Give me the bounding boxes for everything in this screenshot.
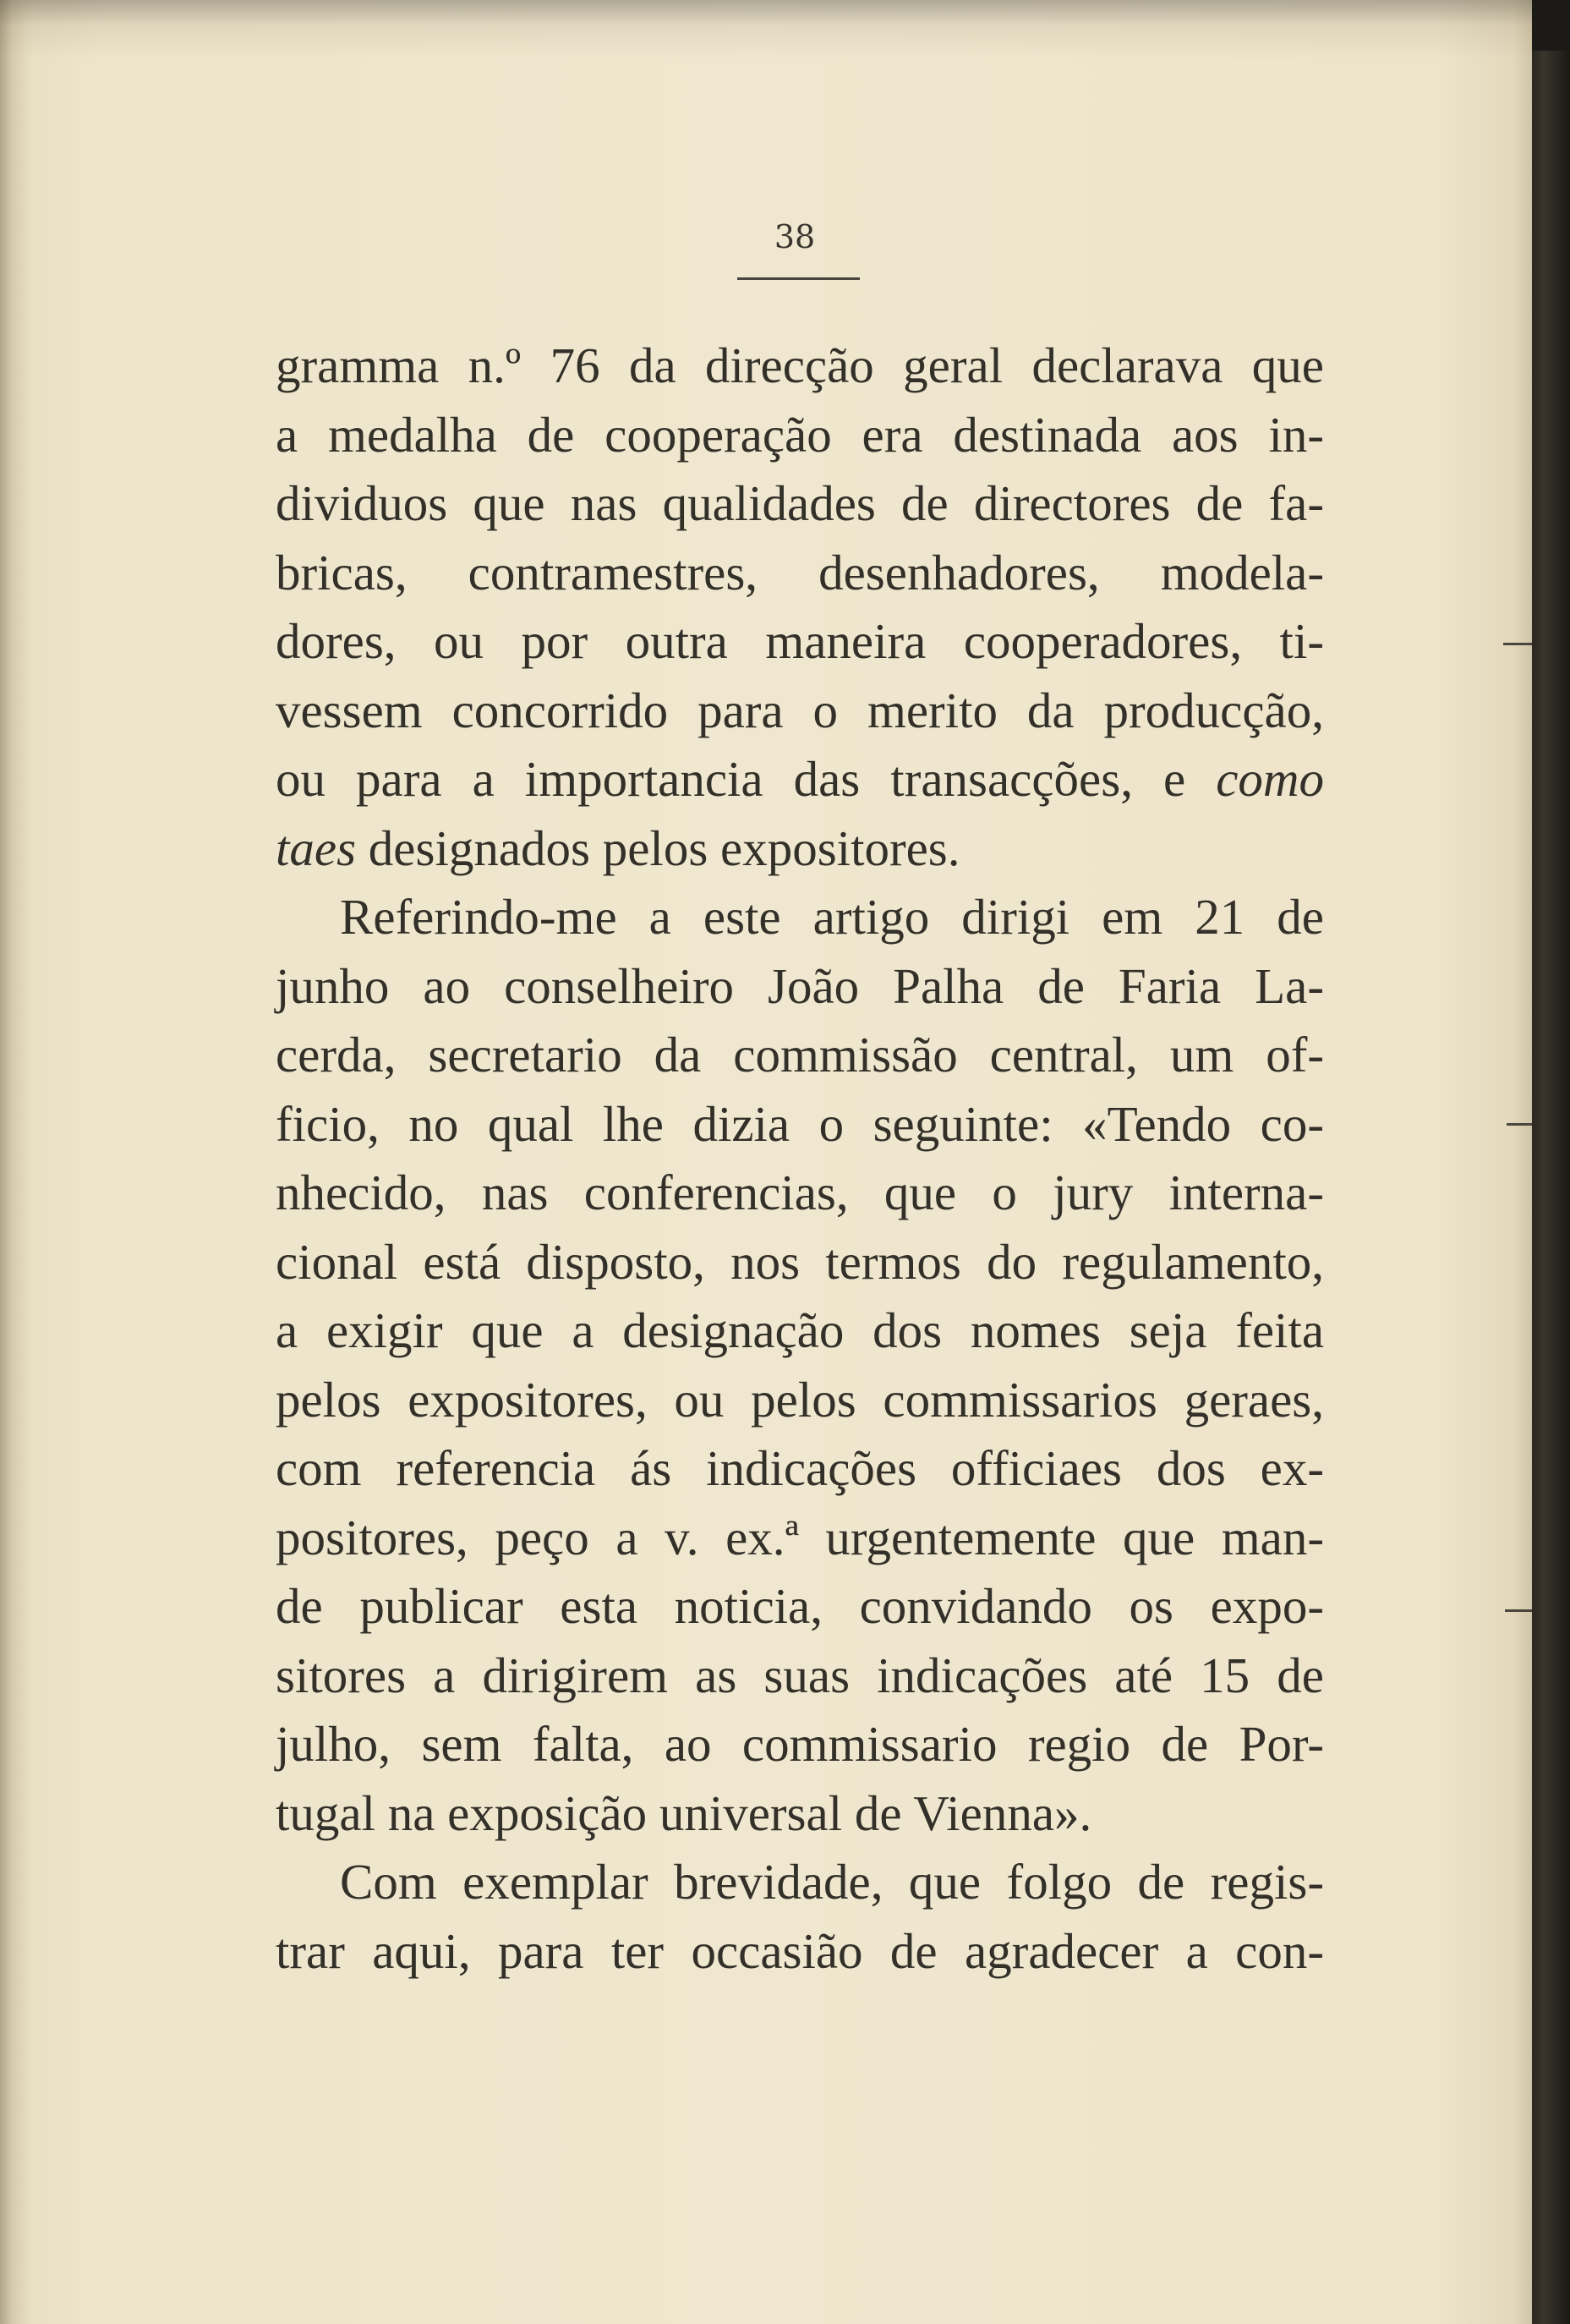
- text-line: dividuos que nas qualidades de directores de fa-: [276, 475, 1324, 531]
- page-top-shadow: [0, 0, 1532, 59]
- text-line: [276, 745, 1324, 814]
- margin-mark: [1503, 643, 1532, 645]
- text-line: nhecido, nas conferencias, que o jury interna-: [276, 1165, 1324, 1220]
- text-line: ficio, no qual lhe dizia o seguinte: «Tendo co-: [276, 1095, 1324, 1152]
- page-number: 38: [774, 218, 816, 255]
- page-edge-shadow: [1532, 51, 1570, 2324]
- page-binding-shadow: [0, 0, 34, 2324]
- italic-fragment: como: [1216, 751, 1325, 807]
- italic-fragment: taes: [276, 819, 357, 876]
- text-line: vessem concorrido para o merito da producção,: [276, 682, 1324, 738]
- text-fragment: designados pelos expositores.: [368, 819, 960, 876]
- text-line: a medalha de cooperação era destinada aos in-: [276, 406, 1324, 463]
- text-line: junho ao conselheiro João Palha de Faria La-: [276, 957, 1324, 1014]
- text-line: trar aqui, para ter occasião de agradecer a con-: [276, 1922, 1324, 1979]
- text-line: de publicar esta noticia, convidando os expo-: [276, 1578, 1324, 1634]
- text-line: a exigir que a designação dos nomes seja feita: [276, 1302, 1324, 1358]
- paragraph-start-line: Com exemplar brevidade, que folgo de regis-: [340, 1854, 1324, 1910]
- paragraph-start-line: Referindo-me a este artigo dirigi em 21 de: [340, 889, 1324, 945]
- text-line: bricas, contramestres, desenhadores, modela-: [276, 544, 1324, 600]
- text-fragment: ou para a importancia das transacções, e: [276, 751, 1186, 807]
- text-line: cerda, secretario da commissão central, um of-: [276, 1027, 1324, 1083]
- text-line: julho, sem falta, ao commissario regio de Por-: [276, 1716, 1324, 1772]
- header-rule: [737, 277, 860, 280]
- text-line: tugal na exposição universal de Vienna».: [276, 1784, 1092, 1841]
- text-line: com referencia ás indicações officiaes dos ex-: [276, 1440, 1324, 1496]
- text-line: positores, peço a v. ex.ª urgentemente que man-: [276, 1509, 1324, 1565]
- text-line: cional está disposto, nos termos do regulamento,: [276, 1233, 1324, 1290]
- text-line: [276, 814, 1324, 884]
- body-text: [276, 332, 1324, 1986]
- text-line: sitores a dirigirem as suas indicações até 15 de: [276, 1647, 1324, 1703]
- text-line: dores, ou por outra maneira cooperadores, ti-: [276, 613, 1324, 669]
- text-line: pelos expositores, ou pelos commissarios geraes,: [276, 1371, 1324, 1428]
- margin-mark: [1507, 1123, 1532, 1126]
- text-line: gramma n.º 76 da direcção geral declarava que: [276, 337, 1324, 393]
- margin-mark: [1505, 1609, 1532, 1612]
